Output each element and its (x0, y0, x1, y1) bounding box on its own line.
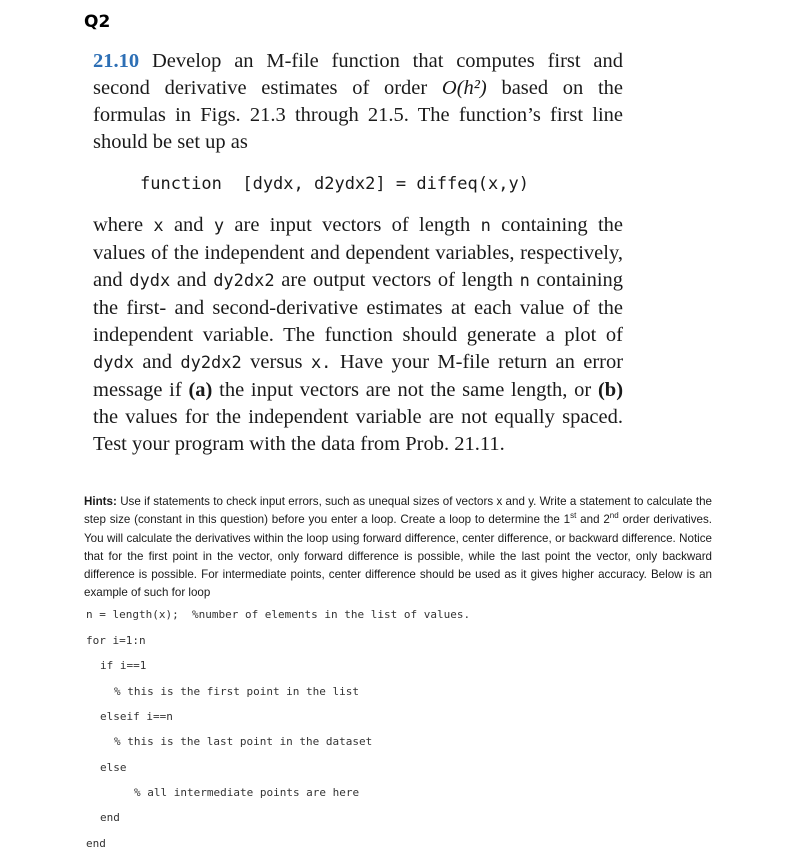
code-x: x (153, 216, 164, 236)
body-text: containing the first- and second-derivative estimates at each value of the independent variable. The function should generate a plot of (93, 269, 624, 346)
superscript: st (570, 511, 577, 521)
code-line: if i==1 (100, 659, 147, 672)
label-b: (b) (597, 379, 624, 401)
superscript: nd (609, 511, 619, 521)
body-text: the values for the independent variable are not equally spaced. Test your program with the data from Prob. 21.11. (93, 406, 623, 455)
body-text: and (173, 214, 204, 236)
problem-number: 21.10 (93, 50, 140, 72)
hints-text: Use if statements to check input errors, such as unequal sizes of vectors x and y. Write a statement to calculate the step size (constant in this question) before you enter a loop. Create a loop to determine the 1 (84, 495, 712, 527)
code-x: x. (310, 353, 332, 373)
body-text: Have your M-file return an error message if (93, 351, 624, 401)
body-text: where (93, 214, 144, 236)
body-text: and (176, 269, 207, 291)
function-signature: function [dydx, d2ydx2] = diffeq(x,y) (140, 174, 529, 194)
code-dydx: dydx (129, 271, 171, 291)
problem-intro-rest: based on the formulas in Figs. 21.3 through 21.5. The function’s first line should be set up as (93, 77, 624, 153)
problem-intro: Develop an M-file function that computes first and second derivative estimates of order (93, 50, 623, 99)
hints-label: Hints: (84, 495, 117, 508)
code-line: n = length(x); %number of elements in the list of values. (86, 608, 471, 621)
code-line: elseif i==n (100, 710, 173, 723)
problem-statement (93, 48, 623, 156)
question-label: Q2 (84, 12, 111, 32)
hints-text: order derivatives. You will calculate the derivatives within the loop using forward difference, center difference, or backward difference. Notice that for the first point in the vector, only forward difference is possible, while the last point the vector, only backward difference is possible. For intermediate points, center difference should be used as it gives higher accuracy. Below is an example of such for loop (84, 513, 712, 600)
code-dydx: dydx (93, 353, 134, 373)
code-line: % all intermediate points are here (134, 786, 360, 799)
body-text: versus (250, 351, 303, 373)
code-dy2dx2: dy2dx2 (180, 353, 242, 373)
body-text: are output vectors of length (281, 269, 513, 291)
problem-body (93, 212, 623, 458)
body-text: containing the values of the independent and dependent variables, respectively, and (93, 214, 623, 291)
body-text: the input vectors are not the same length, or (219, 379, 592, 401)
code-line: for i=1:n (86, 634, 146, 647)
code-line: end (100, 811, 120, 824)
code-dy2dx2: dy2dx2 (213, 271, 275, 291)
hints-text: and 2 (580, 513, 610, 527)
hints-paragraph (84, 493, 712, 603)
code-line: end (86, 837, 106, 850)
code-n: n (480, 216, 491, 236)
body-text: are input vectors of length (234, 214, 471, 236)
order-notation: O(h²) (441, 77, 487, 99)
code-line: else (100, 761, 127, 774)
body-text: and (142, 351, 172, 373)
code-line: % this is the first point in the list (114, 685, 360, 698)
label-a: (a) (188, 379, 213, 401)
code-n: n (519, 271, 530, 291)
code-y: y (213, 216, 225, 236)
code-line: % this is the last point in the dataset (114, 735, 373, 748)
